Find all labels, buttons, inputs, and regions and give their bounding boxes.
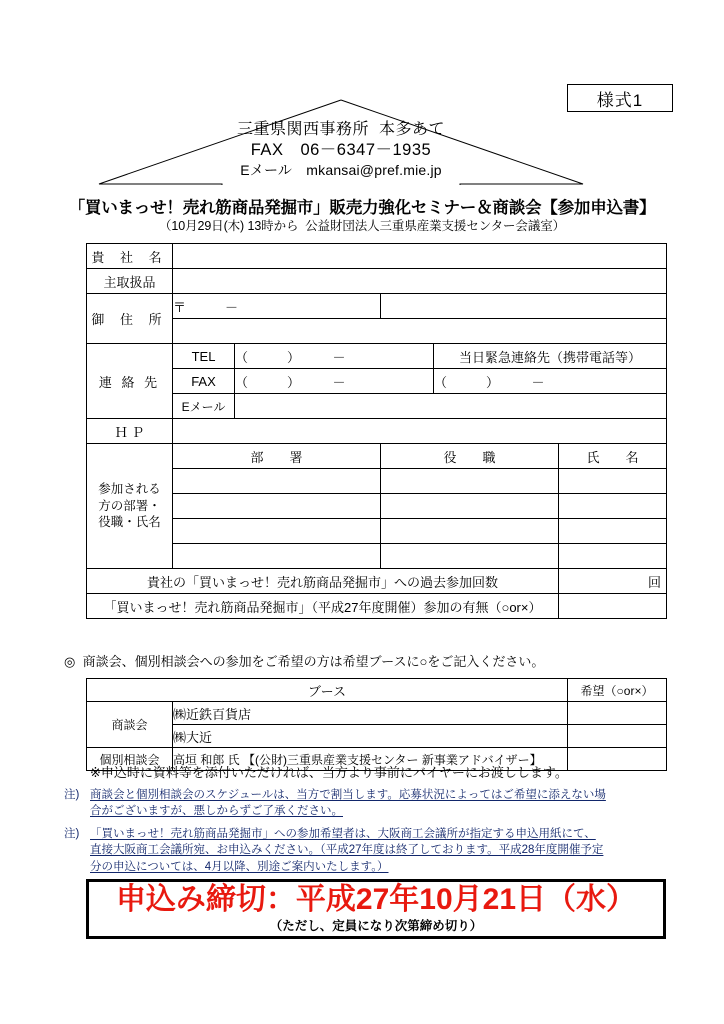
footnote-2 bbox=[64, 826, 664, 875]
label-past-count: 貴社の「買いまっせ！売れ筋商品発掘市」への過去参加回数 bbox=[87, 569, 559, 594]
label-address: 御 住 所 bbox=[87, 294, 173, 344]
footnote-1-line1: 商談会と個別相談会のスケジュールは、当方で割当します。応募状況によってはご希望に添えない場 bbox=[90, 789, 606, 801]
label-tel: TEL bbox=[173, 344, 235, 369]
label-emergency-contact: 当日緊急連絡先（携帯電話等） bbox=[434, 344, 667, 369]
table-row-attendee bbox=[87, 494, 667, 519]
table-row-address-postal bbox=[87, 294, 667, 319]
table-row-attendee bbox=[87, 544, 667, 569]
input-hope-individual[interactable] bbox=[568, 748, 667, 771]
page-subtitle: （10月29日(木) 13時から 公益財団法人三重県産業支援センター会議室） bbox=[158, 219, 566, 233]
input-attendee-name[interactable] bbox=[559, 519, 667, 544]
footnote-2-body bbox=[90, 826, 664, 875]
column-header-name: 氏 名 bbox=[559, 444, 667, 469]
table-row-company-name bbox=[87, 244, 667, 269]
fax-banner-line3: Eメール mkansai@pref.mie.jp bbox=[240, 161, 442, 178]
fax-banner-line1: 三重県関西事務所 本多あて bbox=[237, 121, 445, 138]
input-email[interactable] bbox=[235, 394, 667, 419]
page-title: 「買いまっせ！売れ筋商品発掘市」販売力強化セミナー＆商談会【参加申込書】 bbox=[68, 199, 656, 217]
input-attendee-name[interactable] bbox=[559, 544, 667, 569]
footnote-1 bbox=[64, 787, 664, 820]
label-email: Eメール bbox=[173, 394, 235, 419]
column-header-booth: ブース bbox=[87, 679, 568, 702]
booth-instruction-text: ◎ 商談会、個別相談会への参加をご希望の方は希望ブースに○をご記入ください。 bbox=[64, 654, 545, 669]
footnote-2-line2: 直接大阪商工会議所宛、お申込みください。（平成27年度は終了しております。平成28年度開催予定 bbox=[90, 844, 604, 857]
input-attendee-department[interactable] bbox=[173, 519, 381, 544]
table-row-participation bbox=[87, 594, 667, 619]
input-hope-booth-2[interactable] bbox=[568, 725, 667, 748]
label-participation: 「買いまっせ！売れ筋商品発掘市」（平成27年度開催）参加の有無（○or×） bbox=[87, 594, 559, 619]
footnote-1-line2: 合がございますが、悪しからずご了承ください。 bbox=[90, 805, 343, 818]
label-main-products: 主取扱品 bbox=[87, 269, 173, 294]
fax-banner-line2: FAX 06－6347－1935 bbox=[250, 141, 432, 160]
footnote-2-line1: 「買いまっせ！売れ筋商品発掘市」への参加希望者は、大阪商工会議所が指定する申込用紙にて、 bbox=[90, 828, 596, 840]
label-company-name: 貴 社 名 bbox=[87, 244, 173, 269]
attachment-note: ※申込時に資料等を添付いただければ、当方より事前にバイヤーにお渡しします。 bbox=[90, 765, 568, 780]
label-individual-consult: 個別相談会 bbox=[87, 748, 173, 771]
input-attendee-department[interactable] bbox=[173, 544, 381, 569]
table-row-email bbox=[87, 394, 667, 419]
input-attendee-name[interactable] bbox=[559, 494, 667, 519]
input-participation[interactable] bbox=[559, 594, 667, 619]
label-contact: 連 絡 先 bbox=[87, 344, 173, 419]
label-attendees bbox=[87, 444, 173, 569]
column-header-department: 部 署 bbox=[173, 444, 381, 469]
form-number-text: 様式1 bbox=[596, 90, 644, 110]
deadline-sub-text: （ただし、定員になり次第締め切り） bbox=[269, 919, 483, 934]
table-row-fax bbox=[87, 369, 667, 394]
table-row-attendee bbox=[87, 519, 667, 544]
column-header-hope: 希望（○or×） bbox=[568, 679, 667, 702]
booth-name: ㈱大近 bbox=[173, 725, 568, 748]
footnote-1-body bbox=[90, 787, 664, 820]
fax-banner-text bbox=[96, 120, 586, 179]
input-attendee-position[interactable] bbox=[381, 519, 559, 544]
label-hp: Ｈ Ｐ bbox=[87, 419, 173, 444]
label-business-meeting: 商談会 bbox=[87, 702, 173, 748]
input-emergency-contact[interactable]: （ ） － bbox=[434, 369, 667, 394]
footnote-2-marker: 注) bbox=[64, 828, 80, 840]
footnote-2-line3: 分の申込については、4月以降、別途ご案内いたします。） bbox=[90, 860, 389, 873]
table-row-past-count bbox=[87, 569, 667, 594]
input-fax[interactable]: （ ） － bbox=[235, 369, 434, 394]
applicant-info-table bbox=[86, 243, 667, 619]
input-attendee-position[interactable] bbox=[381, 494, 559, 519]
column-header-position: 役 職 bbox=[381, 444, 559, 469]
input-attendee-department[interactable] bbox=[173, 469, 381, 494]
table-row-booth bbox=[87, 702, 667, 725]
table-row-attendee bbox=[87, 469, 667, 494]
table-row-tel bbox=[87, 344, 667, 369]
input-address-line2[interactable] bbox=[173, 319, 667, 344]
footnote-1-marker: 注) bbox=[64, 789, 80, 801]
label-attendees-line1: 参加される bbox=[98, 481, 161, 496]
table-row-address-line2 bbox=[87, 319, 667, 344]
deadline-banner bbox=[86, 879, 666, 939]
input-main-products[interactable] bbox=[173, 269, 667, 294]
deadline-main-text: 申込み締切：平成27年10月21日（水） bbox=[115, 882, 637, 916]
label-attendees-line2: 方の部署・ bbox=[98, 498, 161, 513]
label-attendees-line3: 役職・氏名 bbox=[98, 515, 161, 530]
table-row-main-products bbox=[87, 269, 667, 294]
input-hp[interactable] bbox=[173, 419, 667, 444]
individual-booth-name: 高垣 和郎 氏 【(公財)三重県産業支援センター 新事業アドバイザー】 bbox=[173, 748, 568, 771]
table-row-booth bbox=[87, 725, 667, 748]
table-row-attendee-header bbox=[87, 444, 667, 469]
input-attendee-name[interactable] bbox=[559, 469, 667, 494]
input-attendee-position[interactable] bbox=[381, 469, 559, 494]
booth-name: ㈱近鉄百貨店 bbox=[173, 702, 568, 725]
booth-selection-table bbox=[86, 678, 667, 771]
label-fax: FAX bbox=[173, 369, 235, 394]
input-past-count[interactable] bbox=[559, 569, 667, 594]
input-company-name[interactable] bbox=[173, 244, 667, 269]
input-hope-booth-1[interactable] bbox=[568, 702, 667, 725]
input-tel[interactable]: （ ） － bbox=[235, 344, 434, 369]
input-address-line1[interactable] bbox=[381, 294, 667, 319]
input-attendee-position[interactable] bbox=[381, 544, 559, 569]
table-row-hp bbox=[87, 419, 667, 444]
input-attendee-department[interactable] bbox=[173, 494, 381, 519]
past-count-unit: 回 bbox=[648, 574, 662, 590]
input-postal-code[interactable]: 〒 － bbox=[173, 294, 381, 319]
table-row-booth-header bbox=[87, 679, 667, 702]
